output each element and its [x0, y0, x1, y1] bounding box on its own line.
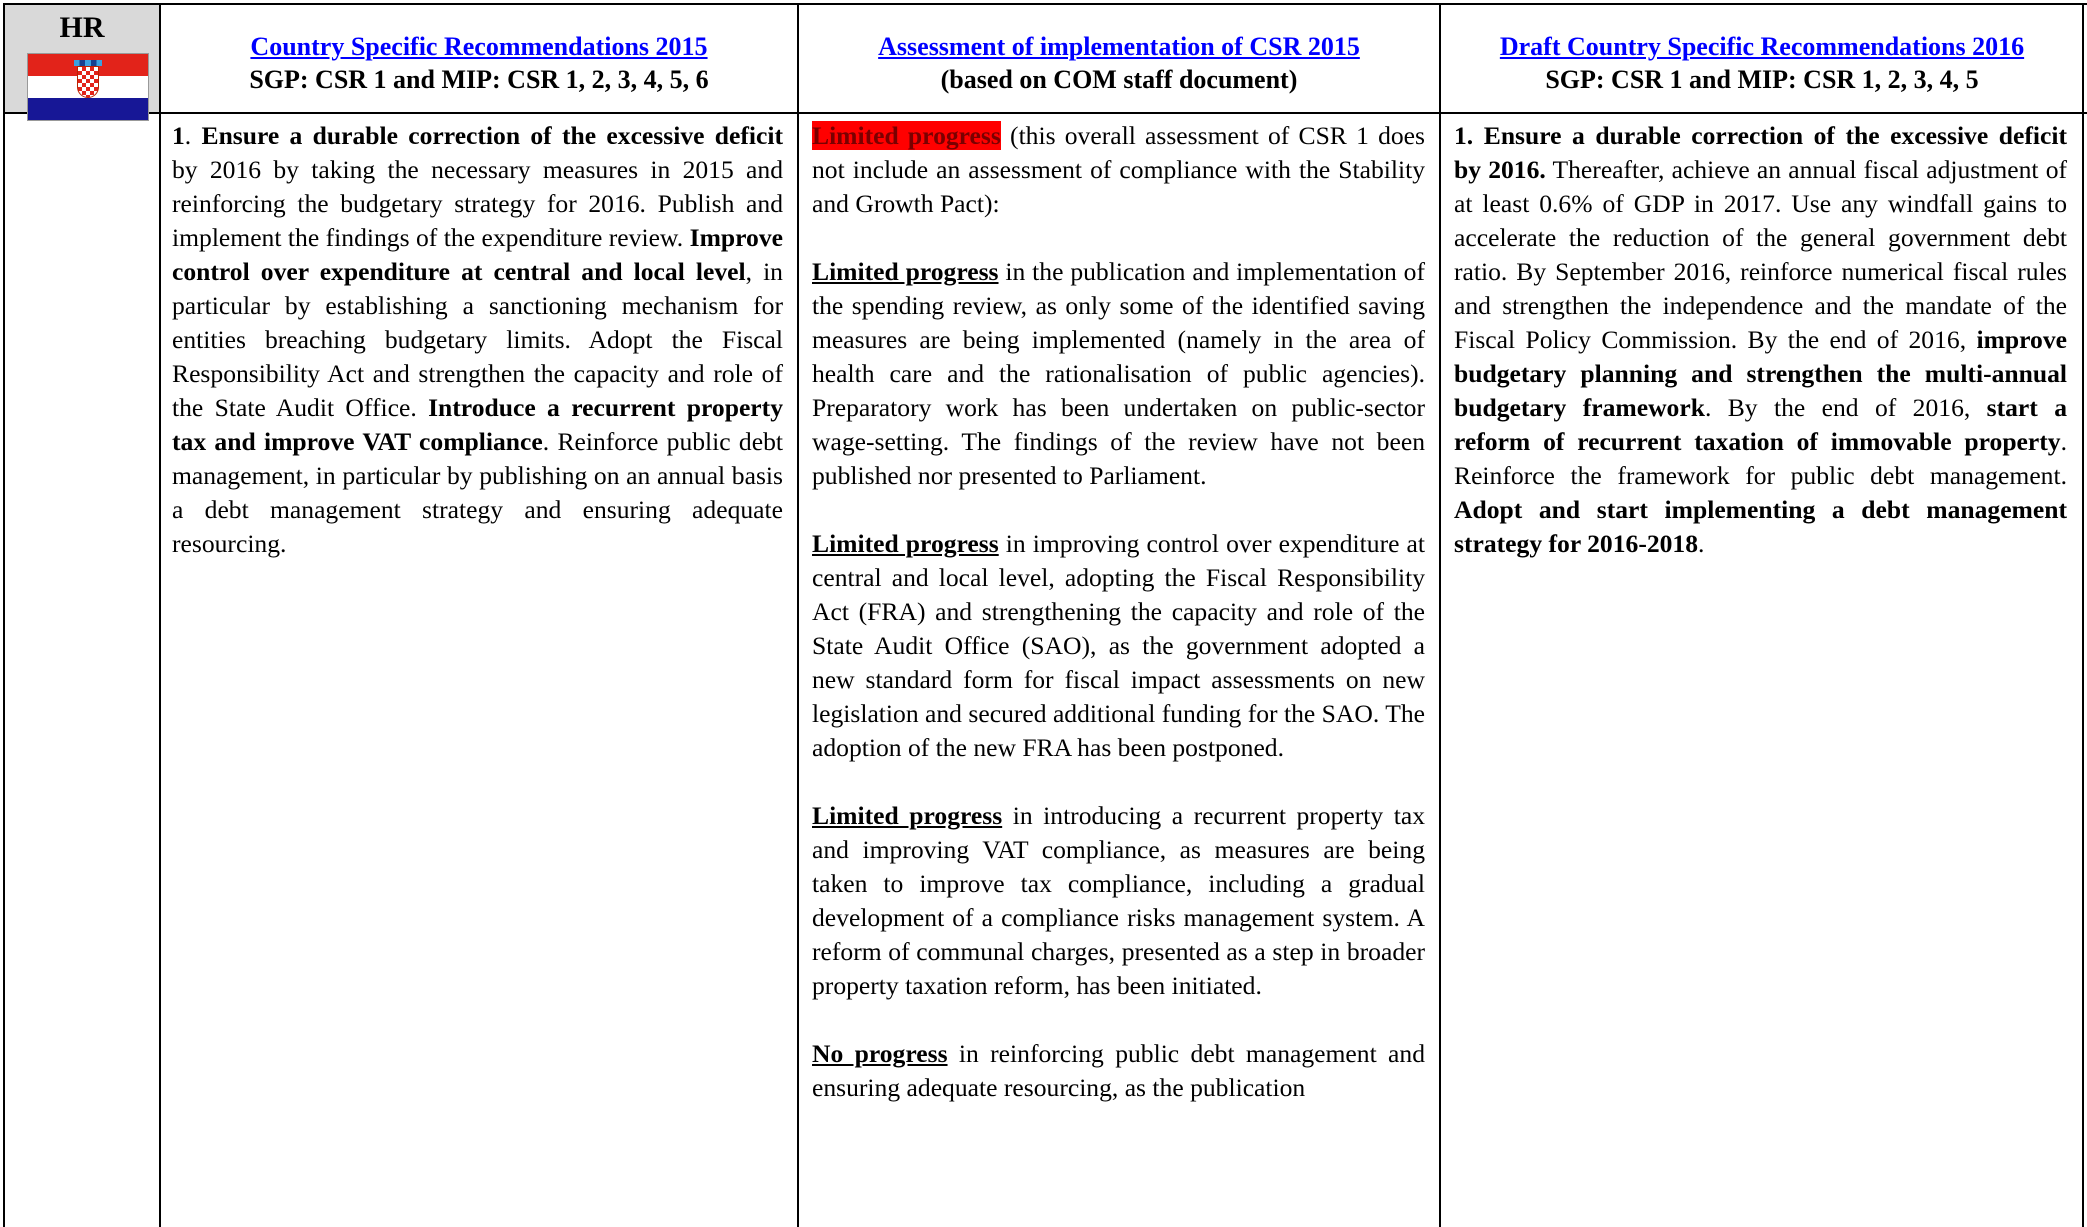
- column-divider: [159, 4, 161, 1227]
- country-cell: [5, 5, 159, 112]
- paragraph: 1. Ensure a durable correction of the excessive deficit by 2016 by taking the necessary measures in 2015 and reinforcing the budgetary strategy for 2016. Publish and implement the findings of the expenditure review. Improve control over expenditure at central and local level, in particular by establishing a sanctioning mechanism for entities breaching budgetary limits. Adopt the Fiscal Responsibility Act and strengthen the capacity and role of the State Audit Office. Introduce a recurrent property tax and improve VAT compliance. Reinforce public debt management, in particular by publishing on an annual basis a debt management strategy and ensuring adequate resourcing.: [172, 121, 783, 558]
- paragraph: Limited progress (this overall assessment of CSR 1 does not include an assessment of compliance with the Stability and Growth Pact):: [812, 121, 1425, 218]
- column-subheader: SGP: CSR 1 and MIP: CSR 1, 2, 3, 4, 5, 6: [249, 65, 709, 94]
- column-subheader: (based on COM staff document): [940, 65, 1298, 94]
- country-code: HR: [59, 11, 105, 44]
- paragraph: Limited progress in the publication and implementation of the spending review, as only some of the identified saving measures are being implemented (namely in the area of health care and the rationalisation of public agencies). Preparatory work has been undertaken on public-sector wage-setting. The findings of the review have not been published nor presented to Parliament.: [812, 257, 1426, 490]
- header-bottom-border: [3, 112, 2087, 114]
- paragraph: Limited progress in introducing a recurrent property tax and improving VAT compliance, as measures are being taken to improve tax compliance, including a gradual development of a compliance risks management system. A reform of communal charges, presented as a step in broader property taxation reform, has been initiated.: [812, 801, 1425, 1000]
- progress-badge: Limited progress: [812, 121, 1001, 150]
- column-divider: [1439, 4, 1441, 1227]
- column-header-csr-2015: [162, 30, 796, 96]
- column-header-draft-csr-2016: [1442, 30, 2082, 96]
- csr-2015-text: [172, 119, 783, 561]
- progress-label: Limited progress: [812, 801, 1003, 830]
- column-header-assessment: [800, 30, 1438, 96]
- paragraph: No progress in reinforcing public debt management and ensuring adequate resourcing, as the publication: [812, 1039, 1425, 1102]
- column-subheader: SGP: CSR 1 and MIP: CSR 1, 2, 3, 4, 5: [1545, 65, 1979, 94]
- table-right-border: [2082, 4, 2084, 1227]
- link-draft-csr-2016[interactable]: Draft Country Specific Recommendations 2016: [1499, 32, 2025, 61]
- assessment-text: [812, 119, 1425, 1105]
- progress-label: No progress: [812, 1039, 948, 1068]
- table-left-border: [3, 4, 5, 1227]
- progress-label: Limited progress: [812, 257, 999, 286]
- paragraph: 1. Ensure a durable correction of the excessive deficit by 2016. Thereafter, achieve an annual fiscal adjustment of at least 0.6% of GDP in 2017. Use any windfall gains to accelerate the reduction of the general government debt ratio. By September 2016, reinforce numerical fiscal rules and strengthen the independence and the mandate of the Fiscal Policy Commission. By the end of 2016, improve budgetary planning and strengthen the multi-annual budgetary framework. By the end of 2016, start a reform of recurrent taxation of immovable property. Reinforce the framework for public debt management. Adopt and start implementing a debt management strategy for 2016-2018.: [1454, 121, 2068, 558]
- table-top-border: [3, 3, 2087, 5]
- progress-label: Limited progress: [812, 529, 999, 558]
- column-divider: [797, 4, 799, 1227]
- link-csr-2015[interactable]: Country Specific Recommendations 2015: [250, 32, 708, 61]
- link-assessment-2015[interactable]: Assessment of implementation of CSR 2015: [878, 32, 1360, 61]
- croatia-flag-icon: [27, 53, 149, 121]
- draft-csr-2016-text: [1454, 119, 2067, 561]
- paragraph: Limited progress in improving control over expenditure at central and local level, adopting the Fiscal Responsibility Act (FRA) and strengthening the capacity and role of the State Audit Office (SAO), as the government adopted a new standard form for fiscal impact assessments on new legislation and secured additional funding for the SAO. The adoption of the new FRA has been postponed.: [812, 529, 1426, 762]
